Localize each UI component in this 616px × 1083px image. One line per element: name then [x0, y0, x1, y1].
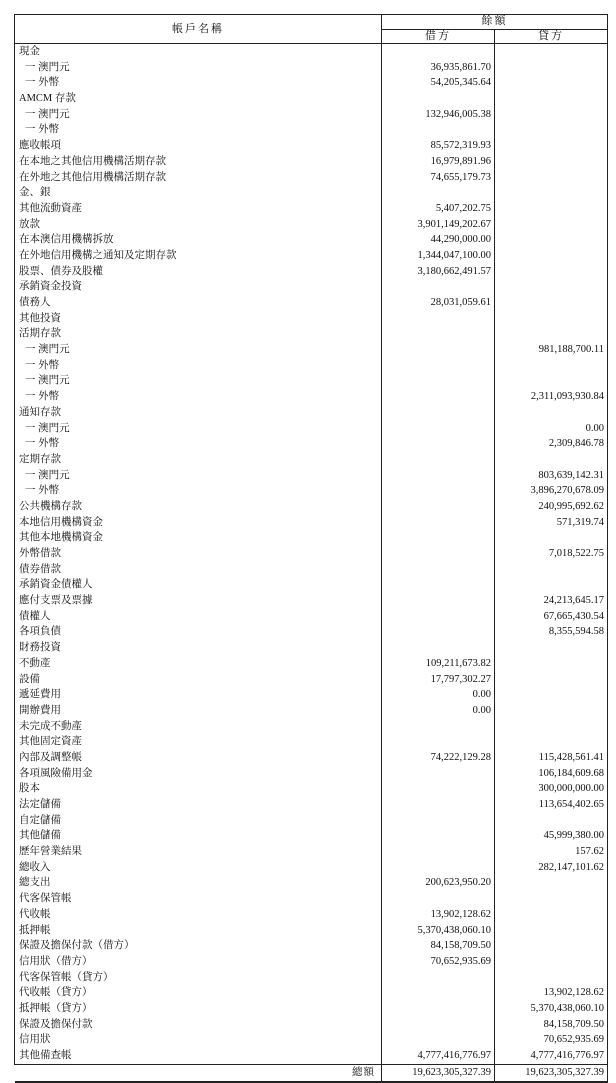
account-name-cell: 內部及調整帳: [15, 750, 382, 766]
credit-cell: 106,184,609.68: [495, 766, 608, 782]
credit-cell: [495, 813, 608, 829]
account-name-cell: 總收入: [15, 860, 382, 876]
debit-cell: 3,180,662,491.57: [382, 264, 495, 280]
table-row: [15, 1048, 608, 1064]
credit-cell: 571,319.74: [495, 515, 608, 531]
debit-cell: [382, 468, 495, 484]
debit-cell: [382, 421, 495, 437]
table-row: [15, 954, 608, 970]
account-name-cell: 放款: [15, 217, 382, 233]
account-name-cell: 金、銀: [15, 185, 382, 201]
account-name-cell: 代客保管帳（貸方）: [15, 970, 382, 986]
debit-cell: 200,623,950.20: [382, 875, 495, 891]
credit-cell: 300,000,000.00: [495, 781, 608, 797]
debit-cell: [382, 844, 495, 860]
account-name-cell: 活期存款: [15, 326, 382, 342]
table-row: [15, 562, 608, 578]
table-row: [15, 122, 608, 138]
credit-cell: [495, 656, 608, 672]
account-name-cell: 其他備查帳: [15, 1048, 382, 1064]
credit-cell: 4,777,416,776.97: [495, 1048, 608, 1064]
credit-cell: [495, 107, 608, 123]
credit-cell: 981,188,700.11: [495, 342, 608, 358]
table-row: [15, 781, 608, 797]
table-row: [15, 44, 608, 60]
account-name-cell: 股本: [15, 781, 382, 797]
credit-cell: 113,654,402.65: [495, 797, 608, 813]
account-name-cell: 其他儲備: [15, 828, 382, 844]
table-row: [15, 1032, 608, 1048]
credit-cell: [495, 311, 608, 327]
table-row: [15, 170, 608, 186]
account-name-header: 帳戶名稱: [15, 15, 382, 44]
debit-cell: [382, 766, 495, 782]
account-name-cell: 保證及擔保付款: [15, 1017, 382, 1033]
account-name-cell: 在本地之其他信用機構活期存款: [15, 154, 382, 170]
debit-cell: [382, 640, 495, 656]
credit-cell: [495, 562, 608, 578]
debit-cell: [382, 185, 495, 201]
debit-cell: [382, 860, 495, 876]
account-name-cell: 債券借款: [15, 562, 382, 578]
credit-cell: 240,995,692.62: [495, 499, 608, 515]
account-name-cell: 總支出: [15, 875, 382, 891]
account-name-cell: 一 外幣: [15, 436, 382, 452]
account-name-cell: 定期存款: [15, 452, 382, 468]
table-row: [15, 1017, 608, 1033]
debit-cell: [382, 797, 495, 813]
debit-cell: [382, 828, 495, 844]
account-name-cell: 在外地信用機構之通知及定期存款: [15, 248, 382, 264]
account-name-cell: 各項負債: [15, 624, 382, 640]
account-name-cell: 其他本地機構資金: [15, 530, 382, 546]
table-row: [15, 389, 608, 405]
account-name-cell: 承銷資金投資: [15, 279, 382, 295]
total-debit: 19,623,305,327.39: [382, 1064, 495, 1082]
debit-cell: [382, 624, 495, 640]
account-name-cell: 法定儲備: [15, 797, 382, 813]
account-name-cell: 一 外幣: [15, 358, 382, 374]
account-name-cell: 承銷資金債權人: [15, 577, 382, 593]
credit-cell: [495, 279, 608, 295]
credit-cell: [495, 875, 608, 891]
debit-cell: 54,205,345.64: [382, 75, 495, 91]
account-name-cell: 設備: [15, 672, 382, 688]
account-name-cell: 應付支票及票據: [15, 593, 382, 609]
credit-cell: [495, 44, 608, 60]
debit-cell: 74,222,129.28: [382, 750, 495, 766]
account-name-cell: 未完成不動產: [15, 719, 382, 735]
table-row: [15, 624, 608, 640]
account-name-cell: 債權人: [15, 609, 382, 625]
table-row: [15, 75, 608, 91]
credit-cell: [495, 326, 608, 342]
debit-cell: 84,158,709.50: [382, 938, 495, 954]
table-row: [15, 577, 608, 593]
table-row: [15, 436, 608, 452]
debit-cell: 1,344,047,100.00: [382, 248, 495, 264]
debit-cell: [382, 373, 495, 389]
debit-cell: [382, 483, 495, 499]
table-row: [15, 938, 608, 954]
table-row: [15, 185, 608, 201]
credit-cell: [495, 970, 608, 986]
table-row: [15, 719, 608, 735]
table-row: [15, 326, 608, 342]
debit-cell: [382, 1001, 495, 1017]
account-name-cell: 公共機構存款: [15, 499, 382, 515]
debit-cell: 70,652,935.69: [382, 954, 495, 970]
credit-cell: 67,665,430.54: [495, 609, 608, 625]
table-row: [15, 609, 608, 625]
account-name-cell: 代收帳（貸方）: [15, 985, 382, 1001]
table-row: [15, 907, 608, 923]
table-row: [15, 373, 608, 389]
table-header: [15, 15, 608, 44]
credit-cell: 803,639,142.31: [495, 468, 608, 484]
debit-cell: [382, 593, 495, 609]
credit-cell: 13,902,128.62: [495, 985, 608, 1001]
account-name-cell: 在本澳信用機構拆放: [15, 232, 382, 248]
table-row: [15, 515, 608, 531]
debit-cell: 36,935,861.70: [382, 60, 495, 76]
debit-cell: 132,946,005.38: [382, 107, 495, 123]
table-row: [15, 217, 608, 233]
credit-cell: 2,311,093,930.84: [495, 389, 608, 405]
table-row: [15, 311, 608, 327]
account-name-cell: 代客保管帳: [15, 891, 382, 907]
credit-cell: [495, 232, 608, 248]
account-name-cell: 保證及擔保付款（借方）: [15, 938, 382, 954]
account-name-cell: 債務人: [15, 295, 382, 311]
table-row: [15, 279, 608, 295]
credit-cell: [495, 248, 608, 264]
credit-cell: 115,428,561.41: [495, 750, 608, 766]
account-name-cell: 歷年營業結果: [15, 844, 382, 860]
account-name-cell: 一 澳門元: [15, 60, 382, 76]
debit-cell: 109,211,673.82: [382, 656, 495, 672]
account-name-cell: 各項風險備用金: [15, 766, 382, 782]
account-name-cell: 在外地之其他信用機構活期存款: [15, 170, 382, 186]
account-name-cell: 抵押帳: [15, 923, 382, 939]
account-name-cell: 股票、債券及股權: [15, 264, 382, 280]
credit-header: 貸方: [495, 29, 608, 44]
credit-cell: [495, 154, 608, 170]
table-footer: [15, 1064, 608, 1082]
debit-cell: 3,901,149,202.67: [382, 217, 495, 233]
table-row: [15, 656, 608, 672]
table-row: [15, 421, 608, 437]
table-row: [15, 295, 608, 311]
credit-cell: [495, 170, 608, 186]
credit-cell: [495, 185, 608, 201]
credit-cell: [495, 373, 608, 389]
credit-cell: [495, 687, 608, 703]
credit-cell: [495, 405, 608, 421]
debit-cell: [382, 813, 495, 829]
table-row: [15, 546, 608, 562]
debit-cell: [382, 530, 495, 546]
debit-cell: 16,979,891.96: [382, 154, 495, 170]
credit-cell: 282,147,101.62: [495, 860, 608, 876]
debit-cell: [382, 781, 495, 797]
account-name-cell: 其他投資: [15, 311, 382, 327]
debit-cell: [382, 609, 495, 625]
credit-cell: [495, 91, 608, 107]
account-name-cell: 現金: [15, 44, 382, 60]
credit-cell: [495, 452, 608, 468]
account-name-cell: 遞延費用: [15, 687, 382, 703]
total-row: [15, 1064, 608, 1082]
trial-balance-table: [14, 14, 608, 1083]
debit-cell: [382, 970, 495, 986]
account-name-cell: 抵押帳（貸方）: [15, 1001, 382, 1017]
debit-cell: [382, 122, 495, 138]
table-row: [15, 264, 608, 280]
credit-cell: 7,018,522.75: [495, 546, 608, 562]
account-name-cell: 代收帳: [15, 907, 382, 923]
table-row: [15, 813, 608, 829]
table-row: [15, 342, 608, 358]
table-row: [15, 703, 608, 719]
credit-cell: [495, 672, 608, 688]
account-name-cell: 通知存款: [15, 405, 382, 421]
table-row: [15, 875, 608, 891]
account-name-cell: 一 外幣: [15, 483, 382, 499]
debit-cell: 0.00: [382, 687, 495, 703]
table-row: [15, 452, 608, 468]
debit-cell: [382, 985, 495, 1001]
debit-cell: [382, 515, 495, 531]
table-row: [15, 91, 608, 107]
credit-cell: [495, 122, 608, 138]
credit-cell: 45,999,380.00: [495, 828, 608, 844]
table-row: [15, 828, 608, 844]
table-row: [15, 138, 608, 154]
debit-cell: [382, 452, 495, 468]
trial-balance-sheet: [14, 14, 607, 1083]
debit-cell: 0.00: [382, 703, 495, 719]
credit-cell: [495, 938, 608, 954]
table-row: [15, 985, 608, 1001]
debit-cell: [382, 499, 495, 515]
account-name-cell: 應收帳項: [15, 138, 382, 154]
debit-cell: [382, 326, 495, 342]
table-row: [15, 1001, 608, 1017]
credit-cell: [495, 201, 608, 217]
account-name-cell: 信用狀（借方）: [15, 954, 382, 970]
table-row: [15, 640, 608, 656]
credit-cell: [495, 577, 608, 593]
table-row: [15, 593, 608, 609]
credit-cell: [495, 891, 608, 907]
total-credit: 19,623,305,327.39: [495, 1064, 608, 1082]
account-name-cell: 一 澳門元: [15, 468, 382, 484]
debit-cell: [382, 546, 495, 562]
table-row: [15, 530, 608, 546]
debit-cell: [382, 734, 495, 750]
table-row: [15, 405, 608, 421]
total-label: 總額: [15, 1064, 382, 1082]
table-row: [15, 734, 608, 750]
credit-cell: [495, 295, 608, 311]
table-row: [15, 468, 608, 484]
table-row: [15, 687, 608, 703]
debit-cell: [382, 562, 495, 578]
account-name-cell: 開辦費用: [15, 703, 382, 719]
debit-header: 借方: [382, 29, 495, 44]
credit-cell: [495, 923, 608, 939]
table-row: [15, 766, 608, 782]
account-name-cell: 財務投資: [15, 640, 382, 656]
debit-cell: 5,370,438,060.10: [382, 923, 495, 939]
debit-cell: [382, 91, 495, 107]
credit-cell: 8,355,594.58: [495, 624, 608, 640]
table-row: [15, 970, 608, 986]
credit-cell: [495, 217, 608, 233]
credit-cell: [495, 264, 608, 280]
credit-cell: [495, 954, 608, 970]
account-name-cell: 其他流動資產: [15, 201, 382, 217]
table-row: [15, 860, 608, 876]
debit-cell: [382, 1017, 495, 1033]
table-row: [15, 797, 608, 813]
table-row: [15, 248, 608, 264]
credit-cell: [495, 138, 608, 154]
account-name-cell: 外幣借款: [15, 546, 382, 562]
table-row: [15, 232, 608, 248]
debit-cell: 13,902,128.62: [382, 907, 495, 923]
debit-cell: [382, 342, 495, 358]
table-row: [15, 107, 608, 123]
debit-cell: 44,290,000.00: [382, 232, 495, 248]
debit-cell: 28,031,059.61: [382, 295, 495, 311]
table-body: [15, 44, 608, 1065]
debit-cell: [382, 577, 495, 593]
debit-cell: [382, 311, 495, 327]
credit-cell: [495, 640, 608, 656]
table-row: [15, 201, 608, 217]
account-name-cell: 一 澳門元: [15, 421, 382, 437]
credit-cell: 24,213,645.17: [495, 593, 608, 609]
account-name-cell: 信用狀: [15, 1032, 382, 1048]
account-name-cell: 一 外幣: [15, 389, 382, 405]
account-name-cell: 一 澳門元: [15, 342, 382, 358]
credit-cell: [495, 60, 608, 76]
debit-cell: [382, 279, 495, 295]
debit-cell: [382, 891, 495, 907]
account-name-cell: 自定儲備: [15, 813, 382, 829]
debit-cell: 85,572,319.93: [382, 138, 495, 154]
credit-cell: [495, 530, 608, 546]
table-row: [15, 483, 608, 499]
credit-cell: [495, 734, 608, 750]
credit-cell: [495, 703, 608, 719]
account-name-cell: AMCM 存款: [15, 91, 382, 107]
table-row: [15, 844, 608, 860]
credit-cell: 0.00: [495, 421, 608, 437]
debit-cell: [382, 358, 495, 374]
credit-cell: [495, 719, 608, 735]
table-row: [15, 499, 608, 515]
debit-cell: 74,655,179.73: [382, 170, 495, 186]
credit-cell: 3,896,270,678.09: [495, 483, 608, 499]
account-name-cell: 一 澳門元: [15, 373, 382, 389]
account-name-cell: 一 外幣: [15, 75, 382, 91]
account-name-cell: 一 澳門元: [15, 107, 382, 123]
balance-header: 餘額: [382, 15, 608, 30]
credit-cell: [495, 358, 608, 374]
credit-cell: 2,309,846.78: [495, 436, 608, 452]
debit-cell: 17,797,302.27: [382, 672, 495, 688]
credit-cell: [495, 907, 608, 923]
account-name-cell: 不動產: [15, 656, 382, 672]
debit-cell: 5,407,202.75: [382, 201, 495, 217]
debit-cell: [382, 44, 495, 60]
credit-cell: 5,370,438,060.10: [495, 1001, 608, 1017]
table-row: [15, 60, 608, 76]
credit-cell: [495, 75, 608, 91]
debit-cell: [382, 1032, 495, 1048]
account-name-cell: 一 外幣: [15, 122, 382, 138]
table-row: [15, 891, 608, 907]
table-row: [15, 154, 608, 170]
table-row: [15, 750, 608, 766]
debit-cell: [382, 436, 495, 452]
credit-cell: 70,652,935.69: [495, 1032, 608, 1048]
debit-cell: [382, 719, 495, 735]
table-row: [15, 923, 608, 939]
debit-cell: 4,777,416,776.97: [382, 1048, 495, 1064]
debit-cell: [382, 405, 495, 421]
table-row: [15, 672, 608, 688]
credit-cell: 84,158,709.50: [495, 1017, 608, 1033]
table-row: [15, 358, 608, 374]
account-name-cell: 本地信用機構資金: [15, 515, 382, 531]
credit-cell: 157.62: [495, 844, 608, 860]
account-name-cell: 其他固定資產: [15, 734, 382, 750]
debit-cell: [382, 389, 495, 405]
